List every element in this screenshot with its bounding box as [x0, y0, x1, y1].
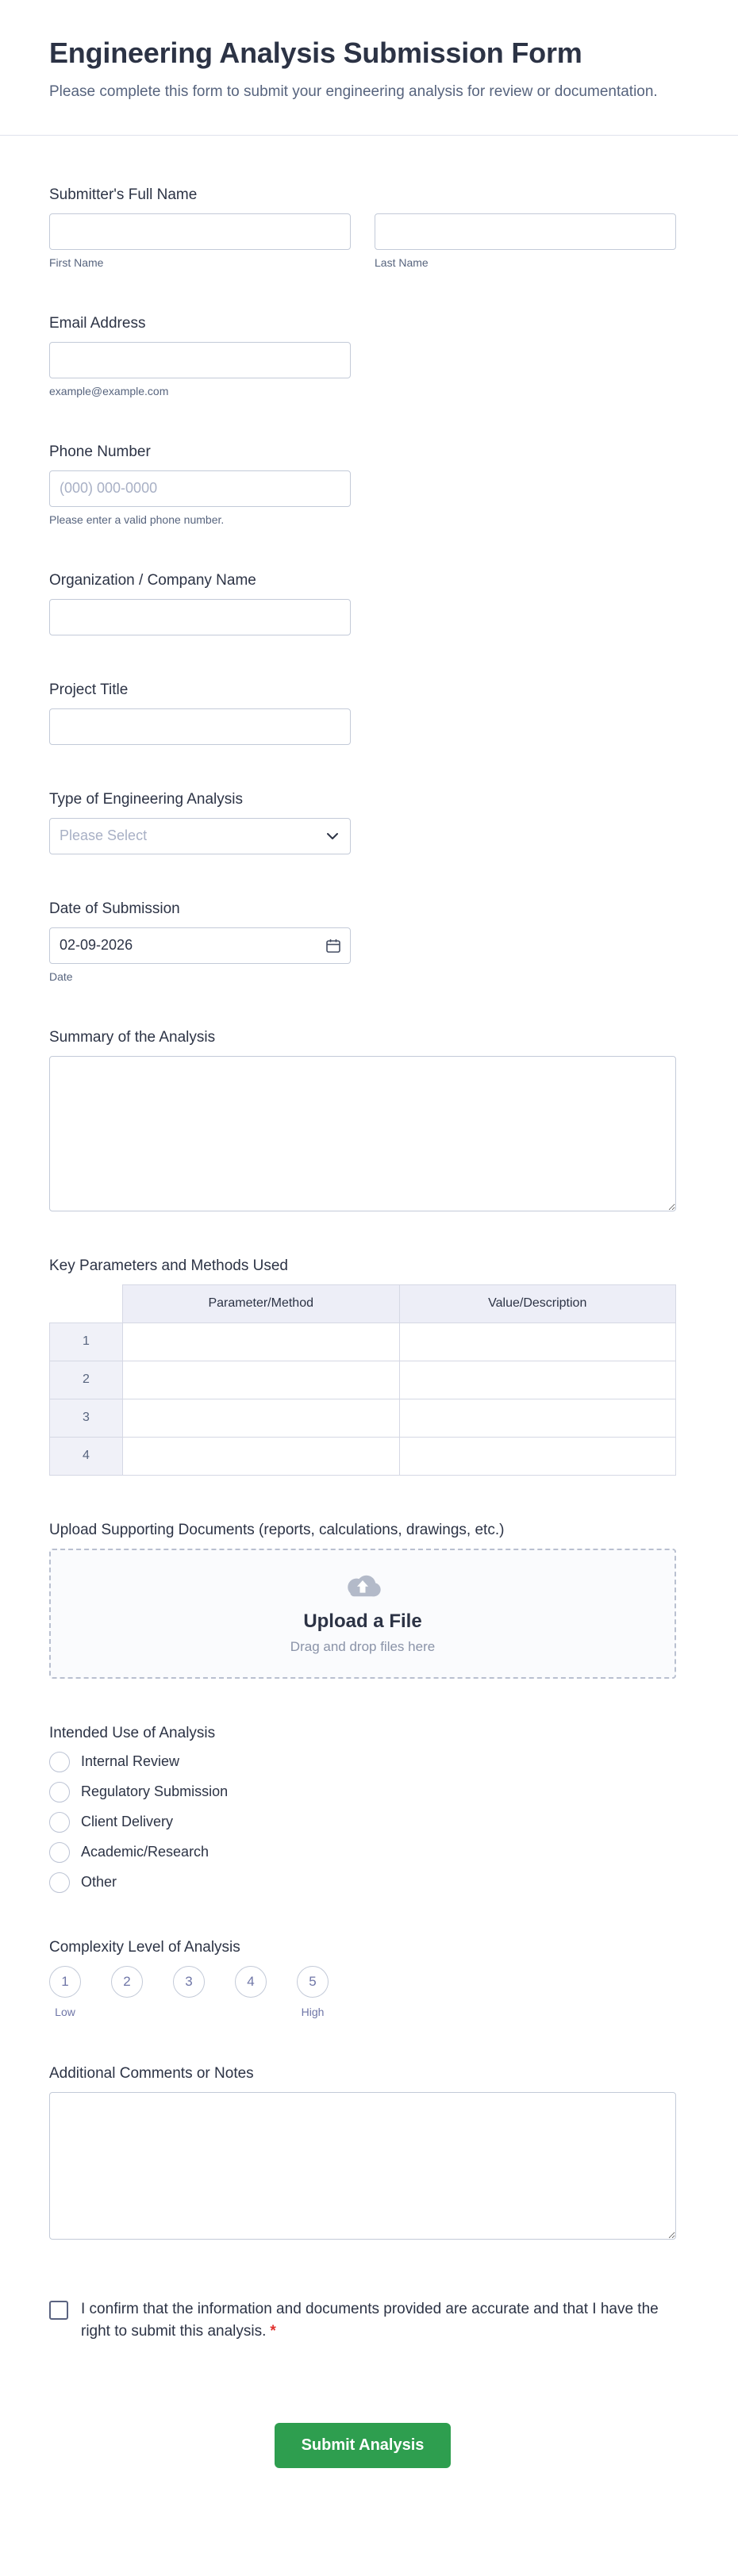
table-row — [50, 1399, 676, 1437]
analysis-type-select[interactable] — [49, 818, 351, 854]
radio-circle[interactable] — [49, 1842, 70, 1863]
scale-item-5 — [297, 1966, 329, 2019]
table-cell-value-3[interactable] — [399, 1399, 676, 1437]
upload-cloud-icon — [343, 1572, 382, 1604]
form-subtitle: Please complete this form to submit your engineering analysis for review or documentation. — [49, 83, 658, 100]
radio-option-client-delivery[interactable] — [49, 1812, 676, 1833]
field-complexity — [49, 1939, 676, 2019]
form-body — [0, 136, 738, 2576]
scale-item-3 — [173, 1966, 205, 2019]
first-name-sublabel: First Name — [49, 255, 104, 269]
date-label: Date of Submission — [49, 900, 180, 917]
table-col-value: Value/Description — [399, 1284, 676, 1323]
upload-label: Upload Supporting Documents (reports, calculations, drawings, etc.) — [49, 1521, 505, 1538]
date-sublabel: Date — [49, 969, 73, 983]
complexity-option-2[interactable]: 2 — [111, 1966, 143, 1998]
radio-option-regulatory-submission[interactable] — [49, 1782, 676, 1802]
row-number: 2 — [50, 1361, 123, 1399]
row-number: 4 — [50, 1437, 123, 1475]
field-project-title — [49, 681, 676, 745]
form-header — [0, 0, 738, 135]
table-cell-value-1[interactable] — [399, 1323, 676, 1361]
analysis-type-placeholder: Please Select — [60, 827, 148, 844]
confirm-label-text: I confirm that the information and documents provided are accurate and that I have the right to submit this analysis. — [81, 2300, 659, 2340]
complexity-scale — [49, 1966, 676, 2019]
complexity-option-5[interactable]: 5 — [297, 1966, 329, 1998]
table-header-row — [50, 1284, 676, 1323]
radio-circle[interactable] — [49, 1812, 70, 1833]
email-sublabel: example@example.com — [49, 384, 169, 397]
radio-circle[interactable] — [49, 1782, 70, 1802]
scale-item-2 — [111, 1966, 143, 2019]
phone-input[interactable] — [49, 470, 351, 507]
summary-label: Summary of the Analysis — [49, 1028, 216, 1046]
phone-sublabel: Please enter a valid phone number. — [49, 513, 225, 526]
field-organization — [49, 572, 676, 635]
first-name-group — [49, 213, 351, 269]
scale-item-4 — [235, 1966, 267, 2019]
field-date — [49, 900, 676, 983]
form-title: Engineering Analysis Submission Form — [49, 36, 582, 69]
radio-option-internal-review[interactable] — [49, 1752, 676, 1772]
confirm-checkbox[interactable] — [49, 2301, 68, 2320]
table-row — [50, 1437, 676, 1475]
field-intended-use — [49, 1725, 676, 1893]
table-cell-value-4[interactable] — [399, 1437, 676, 1475]
email-label: Email Address — [49, 314, 146, 332]
radio-option-other[interactable] — [49, 1872, 676, 1893]
phone-label: Phone Number — [49, 443, 151, 460]
first-name-input[interactable] — [49, 213, 351, 250]
organization-label: Organization / Company Name — [49, 571, 256, 589]
upload-button-text[interactable]: Upload a File — [303, 1610, 422, 1633]
chevron-down-icon — [326, 832, 339, 840]
confirm-label — [81, 2298, 670, 2344]
radio-circle[interactable] — [49, 1752, 70, 1772]
field-upload — [49, 1522, 676, 1679]
parameters-table — [49, 1284, 676, 1476]
row-number: 1 — [50, 1323, 123, 1361]
email-field[interactable] — [49, 342, 351, 378]
complexity-option-4[interactable]: 4 — [235, 1966, 267, 1998]
scale-item-1 — [49, 1966, 81, 2019]
radio-label: Internal Review — [81, 1753, 180, 1770]
field-summary — [49, 1029, 676, 1211]
submit-button[interactable]: Submit Analysis — [275, 2423, 452, 2468]
submit-row — [49, 2423, 676, 2468]
scale-high-label: High — [301, 2005, 325, 2018]
project-title-label: Project Title — [49, 681, 129, 698]
field-email — [49, 315, 676, 397]
required-asterisk: * — [270, 2323, 276, 2340]
table-cell-parameter-3[interactable] — [123, 1399, 400, 1437]
row-number: 3 — [50, 1399, 123, 1437]
radio-label: Academic/Research — [81, 1844, 209, 1860]
last-name-sublabel: Last Name — [375, 255, 429, 269]
organization-input[interactable] — [49, 599, 351, 635]
full-name-row — [49, 213, 676, 269]
parameters-table-label: Key Parameters and Methods Used — [49, 1257, 288, 1274]
radio-circle[interactable] — [49, 1872, 70, 1893]
table-row — [50, 1323, 676, 1361]
field-analysis-type — [49, 791, 676, 854]
project-title-input[interactable] — [49, 708, 351, 745]
table-col-parameter: Parameter/Method — [123, 1284, 400, 1323]
complexity-option-1[interactable]: 1 — [49, 1966, 81, 1998]
radio-label: Other — [81, 1874, 117, 1891]
complexity-label: Complexity Level of Analysis — [49, 1938, 240, 1956]
table-cell-parameter-4[interactable] — [123, 1437, 400, 1475]
calendar-icon[interactable] — [325, 938, 341, 954]
table-corner-cell — [50, 1284, 123, 1323]
field-confirm — [49, 2298, 676, 2344]
radio-label: Client Delivery — [81, 1814, 174, 1830]
field-phone — [49, 443, 676, 526]
date-input[interactable] — [49, 927, 351, 964]
comments-textarea[interactable] — [49, 2092, 676, 2240]
upload-dropzone[interactable] — [49, 1549, 676, 1679]
last-name-group — [375, 213, 676, 269]
date-group — [49, 927, 351, 964]
summary-textarea[interactable] — [49, 1056, 676, 1211]
scale-low-label: Low — [55, 2005, 75, 2018]
table-row — [50, 1361, 676, 1399]
field-parameters-table — [49, 1257, 676, 1476]
table-cell-parameter-2[interactable] — [123, 1361, 400, 1399]
comments-label: Additional Comments or Notes — [49, 2064, 254, 2082]
intended-use-label: Intended Use of Analysis — [49, 1724, 216, 1741]
last-name-input[interactable] — [375, 213, 676, 250]
complexity-option-3[interactable]: 3 — [173, 1966, 205, 1998]
radio-label: Regulatory Submission — [81, 1783, 229, 1800]
full-name-label: Submitter's Full Name — [49, 186, 198, 203]
field-full-name — [49, 186, 676, 269]
upload-hint: Drag and drop files here — [290, 1639, 436, 1655]
analysis-type-label: Type of Engineering Analysis — [49, 790, 243, 808]
table-cell-parameter-1[interactable] — [123, 1323, 400, 1361]
radio-option-academic-research[interactable] — [49, 1842, 676, 1863]
table-cell-value-2[interactable] — [399, 1361, 676, 1399]
field-comments — [49, 2065, 676, 2240]
